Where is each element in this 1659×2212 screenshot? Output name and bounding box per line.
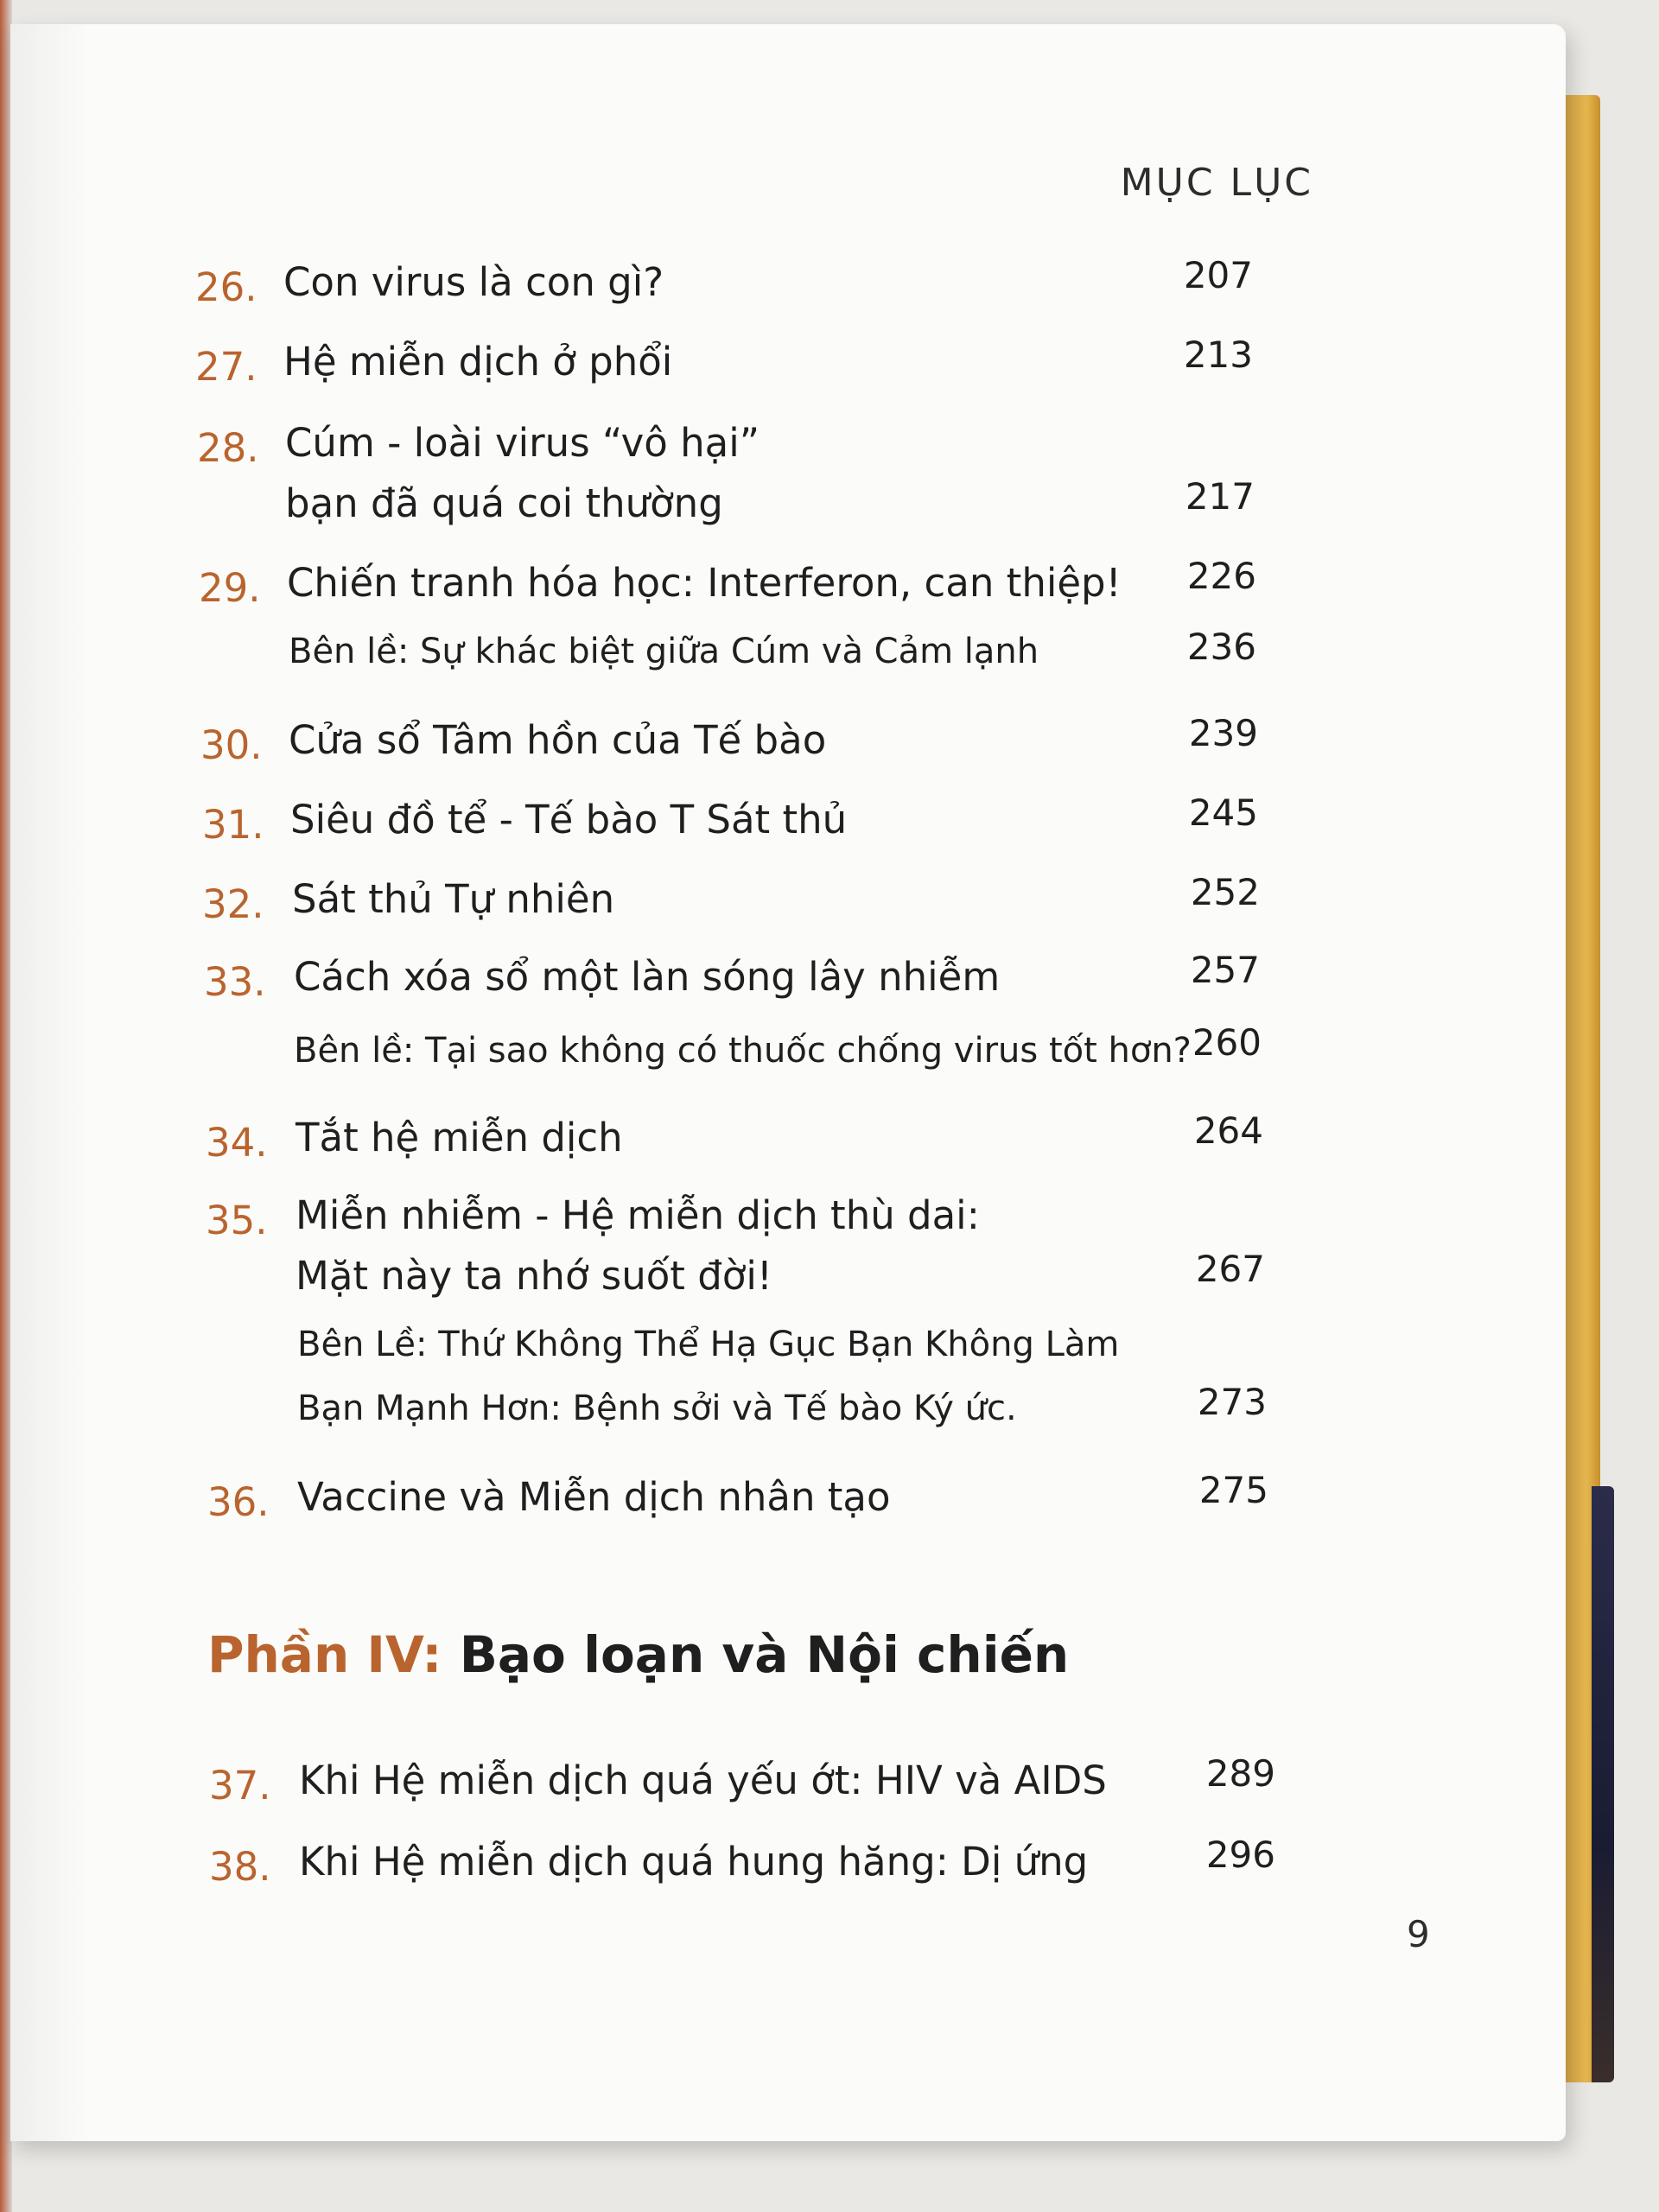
book-cover-edge bbox=[1592, 1486, 1614, 2082]
entry-page: 289 bbox=[1205, 1752, 1275, 1795]
entry-title: Cách xóa sổ một làn sóng lây nhiễm bbox=[294, 954, 1001, 1000]
entry-page: 217 bbox=[1185, 475, 1255, 518]
entry-title: Hệ miễn dịch ở phổi bbox=[283, 339, 673, 385]
entry-title-line2: Mặt này ta nhớ suốt đời! bbox=[296, 1253, 772, 1299]
entry-page: 296 bbox=[1205, 1834, 1275, 1876]
aside-page: 260 bbox=[1192, 1021, 1262, 1064]
entry-page: 207 bbox=[1183, 254, 1253, 296]
page-number: 9 bbox=[1407, 1913, 1430, 1955]
aside-title: Bên lề: Tại sao không có thuốc chống virus tốt hơn? bbox=[294, 1031, 1192, 1071]
entry-number: 31. bbox=[202, 802, 264, 848]
aside-title-line2: Bạn Mạnh Hơn: Bệnh sởi và Tế bào Ký ức. bbox=[297, 1389, 1017, 1428]
aside-page: 236 bbox=[1186, 626, 1256, 668]
entry-number: 26. bbox=[195, 264, 257, 310]
entry-title-line1: Cúm - loài virus “vô hại” bbox=[285, 420, 760, 466]
entry-page: 257 bbox=[1190, 949, 1260, 991]
aside-title-line1: Bên Lề: Thứ Không Thể Hạ Gục Bạn Không Làm bbox=[297, 1325, 1120, 1364]
entry-number: 36. bbox=[207, 1479, 270, 1525]
entry-title: Vaccine và Miễn dịch nhân tạo bbox=[297, 1474, 891, 1520]
entry-title: Chiến tranh hóa học: Interferon, can thiệp! bbox=[287, 560, 1122, 606]
entry-number: 33. bbox=[204, 959, 266, 1005]
entry-number: 28. bbox=[197, 425, 259, 471]
entry-page: 275 bbox=[1198, 1469, 1268, 1511]
entry-number: 30. bbox=[200, 722, 263, 768]
entry-number: 29. bbox=[199, 565, 261, 611]
part-label: Phần IV: bbox=[207, 1625, 442, 1684]
entry-title: Cửa sổ Tâm hồn của Tế bào bbox=[289, 717, 827, 763]
entry-title: Sát thủ Tự nhiên bbox=[292, 876, 615, 922]
entry-page: 252 bbox=[1190, 871, 1260, 913]
entry-page: 226 bbox=[1186, 555, 1256, 597]
entry-title: Khi Hệ miễn dịch quá yếu ớt: HIV và AIDS bbox=[299, 1758, 1107, 1803]
part-heading bbox=[207, 1625, 1070, 1684]
entry-number: 37. bbox=[209, 1763, 271, 1808]
aside-title: Bên lề: Sự khác biệt giữa Cúm và Cảm lạnh bbox=[289, 632, 1039, 671]
entry-number: 32. bbox=[202, 881, 264, 927]
entry-title: Khi Hệ miễn dịch quá hung hăng: Dị ứng bbox=[299, 1839, 1089, 1885]
entry-number: 35. bbox=[206, 1198, 268, 1243]
running-head: MỤC LỤC bbox=[1120, 161, 1313, 205]
aside-page: 273 bbox=[1197, 1381, 1267, 1423]
entry-title-line1: Miễn nhiễm - Hệ miễn dịch thù dai: bbox=[296, 1192, 980, 1238]
entry-number: 38. bbox=[209, 1844, 271, 1890]
part-title: Bạo loạn và Nội chiến bbox=[459, 1625, 1070, 1684]
page-gutter-shadow bbox=[10, 24, 88, 2141]
entry-page: 267 bbox=[1195, 1248, 1265, 1290]
entry-number: 34. bbox=[206, 1120, 268, 1166]
entry-page: 264 bbox=[1193, 1109, 1263, 1152]
entry-number: 27. bbox=[195, 344, 257, 390]
entry-title: Siêu đồ tể - Tế bào T Sát thủ bbox=[290, 797, 848, 842]
entry-title: Tắt hệ miễn dịch bbox=[296, 1115, 623, 1160]
entry-title: Con virus là con gì? bbox=[283, 259, 664, 305]
entry-page: 239 bbox=[1188, 712, 1258, 754]
book-page bbox=[10, 24, 1566, 2141]
entry-page: 245 bbox=[1188, 791, 1258, 834]
entry-page: 213 bbox=[1183, 334, 1253, 376]
entry-title-line2: bạn đã quá coi thường bbox=[285, 480, 723, 526]
